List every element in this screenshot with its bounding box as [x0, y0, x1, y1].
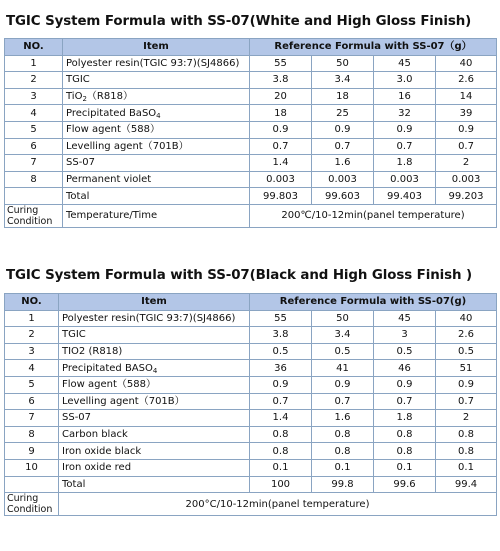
row-no: 6 [5, 393, 59, 410]
table-row [5, 376, 497, 393]
row-value: 0.003 [374, 171, 436, 188]
table-row [5, 72, 497, 89]
row-value: 46 [374, 360, 436, 377]
row-value: 1.4 [250, 155, 312, 172]
table-row [5, 343, 497, 360]
row-no: 8 [5, 426, 59, 443]
row-value: 40 [436, 55, 497, 72]
row-item [63, 105, 250, 122]
header-row [5, 39, 497, 56]
row-item: Iron oxide red [59, 459, 250, 476]
row-item: TIO2 (R818) [59, 343, 250, 360]
row-value: 18 [312, 88, 374, 105]
table-row [5, 360, 497, 377]
row-value: 36 [250, 360, 312, 377]
total-row [5, 188, 497, 205]
row-no: 8 [5, 171, 63, 188]
row-value: 50 [312, 55, 374, 72]
row-value: 0.003 [312, 171, 374, 188]
row-value: 45 [374, 310, 436, 327]
row-value: 0.003 [436, 171, 497, 188]
row-item: Carbon black [59, 426, 250, 443]
row-value: 0.5 [312, 343, 374, 360]
row-value: 0.8 [250, 443, 312, 460]
row-value: 0.9 [312, 376, 374, 393]
row-no: 1 [5, 55, 63, 72]
row-value: 0.1 [436, 459, 497, 476]
row-value: 0.9 [436, 121, 497, 138]
row-value: 40 [436, 310, 497, 327]
row-value: 2.6 [436, 327, 497, 344]
row-value: 0.7 [374, 393, 436, 410]
row-value: 0.1 [312, 459, 374, 476]
total-value: 99.203 [436, 188, 497, 205]
total-value: 99.4 [436, 476, 497, 493]
curing-label: Curing Condition [5, 493, 59, 516]
row-value: 39 [436, 105, 497, 122]
row-item: Iron oxide black [59, 443, 250, 460]
row-no: 6 [5, 138, 63, 155]
row-no: 9 [5, 443, 59, 460]
total-value: 99.603 [312, 188, 374, 205]
total-label: Total [59, 476, 250, 493]
row-value: 3.8 [250, 327, 312, 344]
row-no: 4 [5, 105, 63, 122]
row-value: 25 [312, 105, 374, 122]
row-no: 3 [5, 88, 63, 105]
header-formula: Reference Formula with SS-07（g） [250, 39, 497, 56]
table-row [5, 55, 497, 72]
row-value: 1.6 [312, 155, 374, 172]
curing-label: Curing Condition [5, 204, 63, 227]
table-row [5, 393, 497, 410]
table-row [5, 88, 497, 105]
header-no: NO. [5, 39, 63, 56]
row-value: 0.7 [436, 138, 497, 155]
row-value: 2 [436, 155, 497, 172]
row-value: 55 [250, 310, 312, 327]
row-value: 0.8 [436, 443, 497, 460]
curing-item: Temperature/Time [63, 204, 250, 227]
item-text: Precipitated BASO [62, 362, 153, 374]
total-no [5, 476, 59, 493]
row-value: 14 [436, 88, 497, 105]
header-row [5, 294, 497, 311]
row-value: 0.5 [436, 343, 497, 360]
row-value: 0.9 [250, 376, 312, 393]
table-row [5, 105, 497, 122]
row-value: 0.7 [436, 393, 497, 410]
item-text: TiO [66, 91, 83, 103]
row-item: Polyester resin(TGIC 93:7)(SJ4866) [59, 310, 250, 327]
curing-value: 200℃/10-12min(panel temperature) [250, 204, 497, 227]
row-no: 4 [5, 360, 59, 377]
row-value: 1.6 [312, 410, 374, 427]
black-formula-table [4, 293, 497, 516]
row-value: 2 [436, 410, 497, 427]
row-item: Flow agent（588） [59, 376, 250, 393]
row-value: 16 [374, 88, 436, 105]
total-value: 99.803 [250, 188, 312, 205]
row-value: 0.9 [374, 376, 436, 393]
curing-value: 200°C/10-12min(panel temperature) [59, 493, 497, 516]
header-item: Item [63, 39, 250, 56]
table-row [5, 121, 497, 138]
row-value: 3.4 [312, 327, 374, 344]
table-row [5, 138, 497, 155]
row-no: 2 [5, 72, 63, 89]
row-value: 3.4 [312, 72, 374, 89]
row-value: 0.8 [374, 426, 436, 443]
table2-title: TGIC System Formula with SS-07(Black and High Gloss Finish ) [6, 268, 473, 283]
row-value: 18 [250, 105, 312, 122]
row-value: 41 [312, 360, 374, 377]
row-value: 0.1 [374, 459, 436, 476]
total-value: 99.403 [374, 188, 436, 205]
table-row [5, 426, 497, 443]
row-value: 0.8 [436, 426, 497, 443]
total-label: Total [63, 188, 250, 205]
row-no: 5 [5, 121, 63, 138]
row-value: 0.7 [312, 138, 374, 155]
row-value: 0.9 [436, 376, 497, 393]
row-item: SS-07 [59, 410, 250, 427]
row-value: 0.7 [312, 393, 374, 410]
row-item: Permanent violet [63, 171, 250, 188]
header-item: Item [59, 294, 250, 311]
row-item: Levelling agent（701B） [59, 393, 250, 410]
row-no: 5 [5, 376, 59, 393]
header-no: NO. [5, 294, 59, 311]
curing-row [5, 204, 497, 227]
row-value: 45 [374, 55, 436, 72]
row-value: 0.003 [250, 171, 312, 188]
total-value: 99.8 [312, 476, 374, 493]
item-text: Precipitated BaSO [66, 107, 157, 119]
row-value: 0.8 [312, 426, 374, 443]
row-value: 55 [250, 55, 312, 72]
table-row [5, 410, 497, 427]
total-no [5, 188, 63, 205]
header-formula: Reference Formula with SS-07(g) [250, 294, 497, 311]
row-value: 1.4 [250, 410, 312, 427]
table-row [5, 171, 497, 188]
row-no: 10 [5, 459, 59, 476]
row-value: 32 [374, 105, 436, 122]
row-value: 0.8 [374, 443, 436, 460]
row-value: 20 [250, 88, 312, 105]
row-value: 0.9 [250, 121, 312, 138]
curing-row [5, 493, 497, 516]
row-no: 7 [5, 155, 63, 172]
row-value: 3.0 [374, 72, 436, 89]
row-value: 50 [312, 310, 374, 327]
row-value: 0.9 [374, 121, 436, 138]
row-value: 2.6 [436, 72, 497, 89]
total-row [5, 476, 497, 493]
row-value: 0.5 [250, 343, 312, 360]
row-item: Flow agent（588） [63, 121, 250, 138]
total-value: 100 [250, 476, 312, 493]
item-text-suffix: （R818） [86, 91, 133, 103]
row-value: 51 [436, 360, 497, 377]
table-row [5, 459, 497, 476]
table-row [5, 327, 497, 344]
row-value: 0.7 [250, 393, 312, 410]
row-value: 1.8 [374, 155, 436, 172]
table1-title: TGIC System Formula with SS-07(White and High Gloss Finish) [6, 14, 472, 29]
table-row [5, 310, 497, 327]
row-value: 0.7 [250, 138, 312, 155]
row-no: 1 [5, 310, 59, 327]
row-item: TGIC [63, 72, 250, 89]
row-item: Polyester resin(TGIC 93:7)(SJ4866) [63, 55, 250, 72]
table-row [5, 443, 497, 460]
row-item [59, 360, 250, 377]
row-value: 0.7 [374, 138, 436, 155]
row-value: 0.8 [312, 443, 374, 460]
item-subscript: 2 [82, 95, 87, 104]
item-subscript: 4 [152, 366, 158, 375]
row-item: SS-07 [63, 155, 250, 172]
total-value: 99.6 [374, 476, 436, 493]
white-formula-table [4, 38, 497, 228]
row-value: 0.1 [250, 459, 312, 476]
row-value: 0.9 [312, 121, 374, 138]
row-value: 3.8 [250, 72, 312, 89]
row-value: 0.5 [374, 343, 436, 360]
row-value: 0.8 [250, 426, 312, 443]
row-item: TGIC [59, 327, 250, 344]
table-row [5, 155, 497, 172]
row-value: 1.8 [374, 410, 436, 427]
row-item [63, 88, 250, 105]
row-value: 3 [374, 327, 436, 344]
item-subscript: 4 [156, 111, 161, 120]
row-item: Levelling agent（701B） [63, 138, 250, 155]
row-no: 3 [5, 343, 59, 360]
row-no: 7 [5, 410, 59, 427]
row-no: 2 [5, 327, 59, 344]
